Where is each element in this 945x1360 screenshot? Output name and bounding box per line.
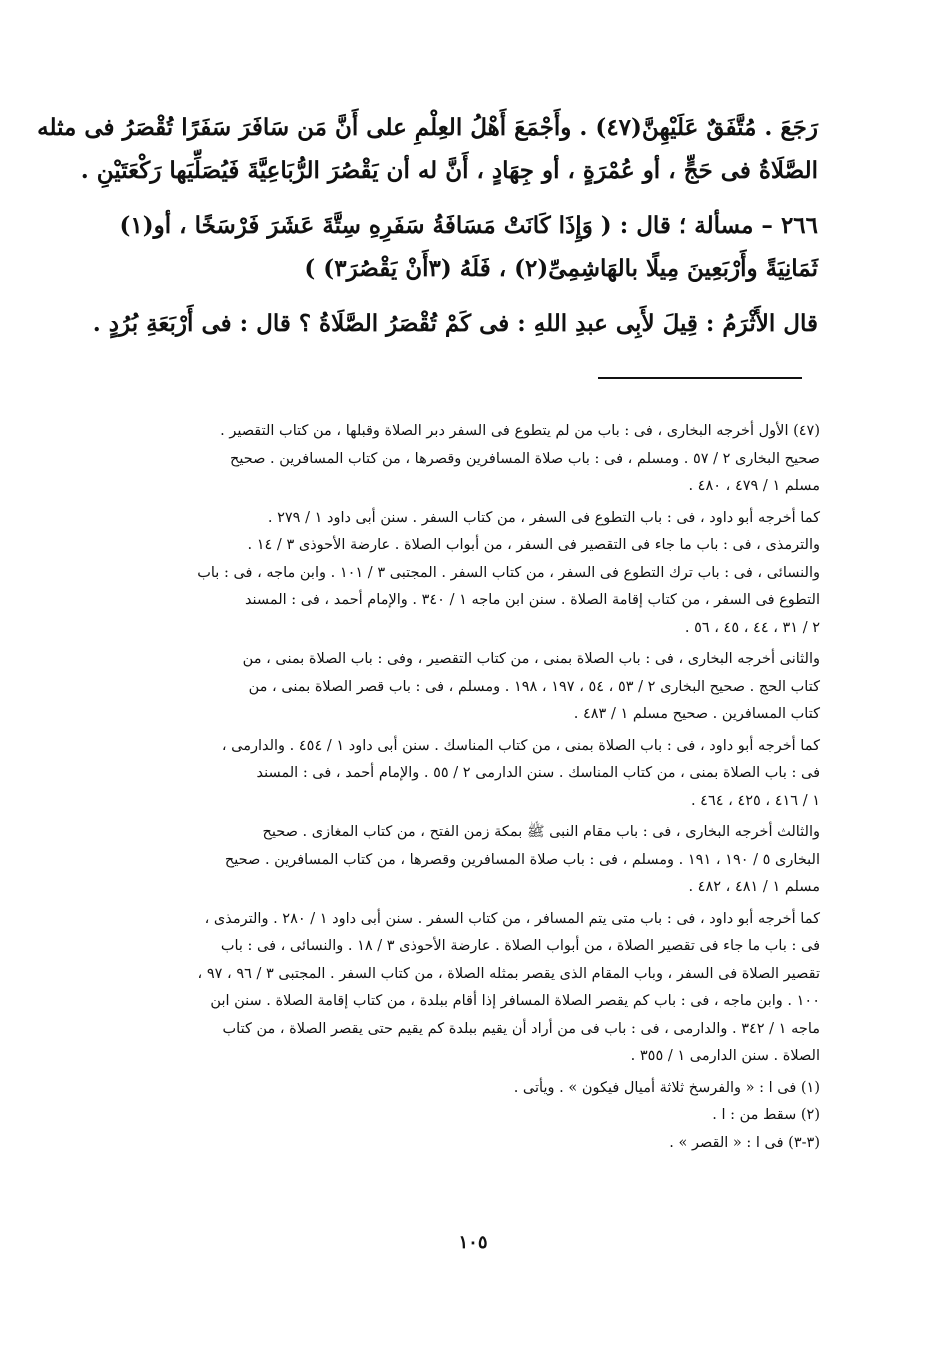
main-line: ثَمَانِيَةً وأَرْبَعِينَ مِيلًا بالهَاشِمِىِّ(٢) ، فَلَهُ (٣أَنْ يَقْصُرَ٣) ) (304, 255, 818, 282)
main-text (37, 106, 818, 345)
footnote-line: والثالث أخرجه البخارى ، فى : باب مقام النبى ﷺ بمكة زمن الفتح ، من كتاب المغازى . صحيح (262, 824, 820, 840)
footnote-divider (598, 377, 802, 379)
footnotes (132, 418, 820, 1157)
footnote-line: (١) فى ا : « والفرسخ ثلاثة أميال فيكون » . ويأتى . (513, 1079, 820, 1096)
footnote-line: مسلم ١ / ٤٨١ ، ٤٨٢ . (688, 879, 820, 895)
page-number: ١٠٥ (458, 1232, 488, 1253)
footnote-line: فى : باب ما جاء فى تقصير الصلاة ، من أبواب الصلاة . عارضة الأحوذى ٣ / ١٨ . والنسائى ، فى : باب (220, 938, 820, 954)
footnote-line: كتاب المسافرين . صحيح مسلم ١ / ٤٨٣ . (573, 706, 820, 722)
footnote-line: التطوع فى السفر ، من كتاب إقامة الصلاة . سنن ابن ماجه ١ / ٣٤٠ . والإمام أحمد ، فى : المسند (244, 592, 820, 608)
footnote-line: والنسائى ، فى : باب ترك التطوع فى السفر ، من كتاب السفر . المجتبى ٣ / ١٠١ . وابن ماجه ، فى : باب (197, 564, 820, 581)
footnote-line: والترمذى ، فى : باب ما جاء فى التقصير فى السفر ، من أبواب الصلاة . عارضة الأحوذى ٣ / ١٤ . (247, 537, 820, 553)
footnote-line: ٢ / ٣١ ، ٤٤ ، ٤٥ ، ٥٦ . (684, 619, 820, 636)
footnote-line: ١٠٠ . وابن ماجه ، فى : باب كم يقصر الصلاة المسافر إذا أقام ببلدة ، من كتاب إقامة الصلاة . سنن ابن (210, 993, 820, 1009)
main-line: الصَّلَاةُ فى حَجٍّ ، أو عُمْرَةٍ ، أو جِهَادٍ ، أَنَّ له أن يَقْصُرَ الرُّبَاعِيَّةَ فَيُصَلِّيَها رَكْعَتَيْنِ . (80, 157, 818, 184)
footnote-line: البخارى ٥ / ١٩٠ ، ١٩١ . ومسلم ، فى : باب صلاة المسافرين وقصرها ، من كتاب المسافرين . صحيح (224, 851, 820, 868)
footnote-line: فى : باب الصلاة بمنى ، من كتاب المناسك . سنن الدارمى ٢ / ٥٥ . والإمام أحمد ، فى : المسند (256, 765, 820, 781)
footnote-line: ١ / ٤١٦ ، ٤٢٥ ، ٤٦٤ . (690, 792, 820, 809)
footnote-line: والثانى أخرجه البخارى ، فى : باب الصلاة بمنى ، من كتاب التقصير ، وفى : باب الصلاة بمنى ، من (242, 651, 820, 667)
footnote-line: مسلم ١ / ٤٧٩ ، ٤٨٠ . (688, 478, 820, 494)
footnote-line: الصلاة . سنن الدارمى ١ / ٣٥٥ . (630, 1048, 820, 1064)
footnote-line: (٣-٣) فى ا : « القصر » . (669, 1134, 820, 1151)
footnote-line: تقصير الصلاة فى السفر ، وباب المقام الذى يقصر بمثله الصلاة ، من كتاب السفر . المجتبى ٣ / ٩٦ ، ٩٧ ، (197, 965, 820, 982)
footnote-line: (٤٧) الأول أخرجه البخارى ، فى : باب من لم يتطوع فى السفر دبر الصلاة وقبلها ، من كتاب التقصير . (220, 423, 820, 439)
footnote-line: (٢) سقط من : ا . (712, 1107, 820, 1123)
main-line: قال الأَثْرَمُ : قِيلَ لأَبِى عبدِ اللهِ : فى كَمْ تُقْصَرُ الصَّلَاةُ ؟ قال : فى أَرْبَعَةِ بُرُدٍ . (92, 310, 818, 337)
footnote-line: كتاب الحج . صحيح البخارى ٢ / ٥٣ ، ٥٤ ، ١٩٧ ، ١٩٨ . ومسلم ، فى : باب قصر الصلاة بمنى ، من (248, 678, 820, 695)
footnote-line: ماجه ١ / ٣٤٢ . والدارمى ، فى : باب فى من أراد أن يقيم ببلدة كم يقيم حتى يقصر الصلاة ، من كتاب (222, 1020, 820, 1037)
main-line: رَجَعَ . مُتَّفَقٌ عَلَيْهِنَّ(٤٧) . وأَجْمَعَ أَهْلُ العِلْمِ على أَنَّ مَن سَافَرَ سَفَرًا تُقْصَرُ فى مثله (37, 114, 818, 141)
main-line: ٢٦٦ – مسألة ؛ قال : ( وَإِذَا كَانَتْ مَسَافَةُ سَفَرِهِ سِتَّةَ عَشَرَ فَرْسَخًا ، أو(١) (119, 212, 818, 239)
footnote-line: كما أخرجه أبو داود ، فى : باب التطوع فى السفر ، من كتاب السفر . سنن أبى داود ١ / ٢٧٩ . (267, 509, 820, 526)
footnote-line: صحيح البخارى ٢ / ٥٧ . ومسلم ، فى : باب صلاة المسافرين وقصرها ، من كتاب المسافرين . صحيح (229, 450, 820, 467)
footnote-line: كما أخرجه أبو داود ، فى : باب الصلاة بمنى ، من كتاب المناسك . سنن أبى داود ١ / ٤٥٤ . والدارمى ، (221, 737, 820, 754)
footnote-line: كما أخرجه أبو داود ، فى : باب متى يتم المسافر ، من كتاب السفر . سنن أبى داود ١ / ٢٨٠ . والترمذى ، (204, 910, 820, 927)
